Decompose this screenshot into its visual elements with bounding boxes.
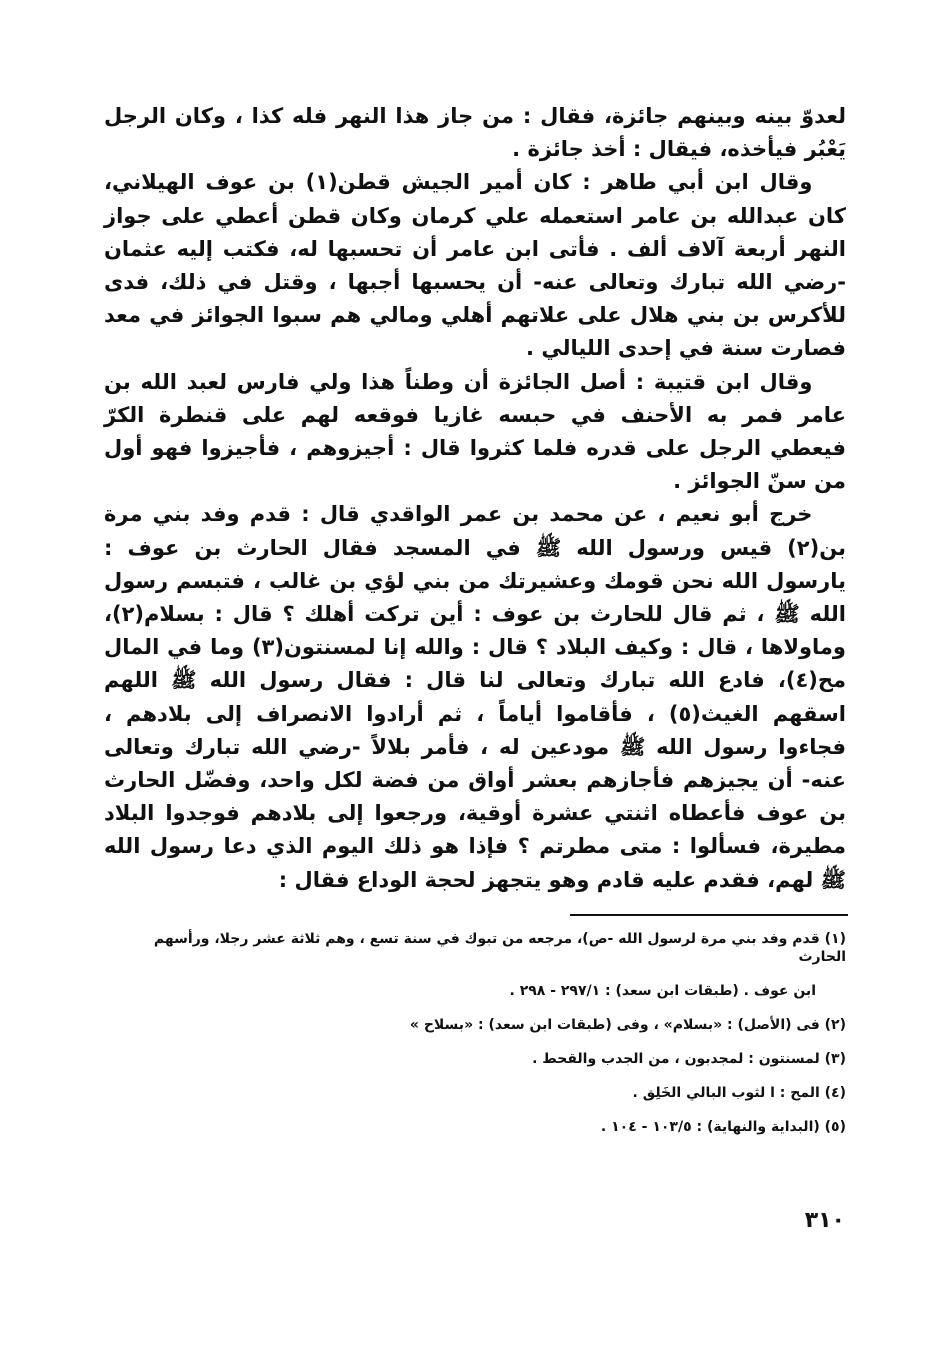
footnote-1: (١) قدم وفد بني مرة لرسول الله -ص)، مرجعه من تبوك في سنة تسع ، وهم ثلاثة عشر رجلا، ورأسهم الحارث [153,931,846,965]
paragraph-1: لعدوّ بينه وبينهم جائزة، فقال : من جاز هذا النهر فله كذا ، وكان الرجل يَعْبُر فيأخذه، فيقال : أخذ جائزة . [104,104,846,162]
page-number: ٣١٠ [804,1208,845,1233]
footnote-separator [570,914,848,916]
footnotes [104,930,846,1136]
footnote-1-continued: ابن عوف . (طبقات ابن سعد) : ٢٩٧/١ - ٢٩٨ . [509,983,816,999]
footnote-3: (٣) لمسنتون : لمجدبون ، من الجدب والقحط . [532,1051,846,1067]
footnote-2: (٢) فى (الأصل) : «بسلام» ، وفى (طبقات ابن سعد) : «بسلاح » [409,1017,846,1033]
paragraph-4: خرج أبو نعيم ، عن محمد بن عمر الواقدي قال : قدم وفد بني مرة بن(٢) قيس ورسول الله ﷺ في المسجد فقال الحارث بن عوف : يارسول الله نحن قومك وعشيرتك من بني لؤي بن غالب ، فتبسم رسول الله ﷺ ، ثم قال للحارث بن عوف : أين تركت أهلك ؟ قال : بسلام(٢)، وماولاها ، قال : وكيف البلاد ؟ قال : والله إنا لمسنتون(٣) وما في المال مح(٤)، فادع الله تبارك وتعالى لنا قال : فقال رسول الله ﷺ اللهم اسقهم الغيث(٥) ، فأقاموا أياماً ، ثم أرادوا الانصراف إلى بلادهم ، فجاءوا رسول الله ﷺ مودعين له ، فأمر بلالاً -رضي الله تبارك وتعالى عنه- أن يجيزهم فأجازهم بعشر أواق من فضة لكل واحد، وفضّل الحارث بن عوف فأعطاه اثنتي عشرة أوقية، ورجعوا إلى بلادهم فوجدوا البلاد مطيرة، فسألوا : متى مطرتم ؟ فإذا هو ذلك اليوم الذي دعا رسول الله ﷺ لهم، فقدم عليه قادم وهو يتجهز لحجة الوداع فقال : [104,502,846,892]
paragraph-2: وقال ابن أبي طاهر : كان أمير الجيش قطن(١) بن عوف الهيلاني، كان عبدالله بن عامر استعمله علي كرمان وكان قطن أعطي على جواز النهر أربعة آلاف ألف . فأتى ابن عامر أن تحسبها له، فكتب إليه عثمان -رضي الله تبارك وتعالى عنه- أن يحسبها أجبها ، وقتل في ذلك، فدى للأكرس بن بني هلال على علاتهم أهلي ومالي هم سبوا الجوائز في معد فصارت سنة في إحدى الليالي . [104,170,846,361]
main-text [104,100,846,897]
footnote-5: (٥) (البداية والنهاية) : ١٠٣/٥ - ١٠٤ . [600,1119,846,1135]
footnote-4: (٤) المح : ا لثوب البالي الخَلِق . [632,1085,846,1101]
paragraph-3: وقال ابن قتيبة : أصل الجائزة أن وطناً هذا ولي فارس لعبد الله بن عامر فمر به الأحنف في حبسه غازيا فوقعه لهم على قنطرة الكرّ فيعطي الرجل على قدره فلما كثروا قال : أجيزوهم ، فأجيزوا فهو أول من سنّ الجوائز . [104,369,846,494]
